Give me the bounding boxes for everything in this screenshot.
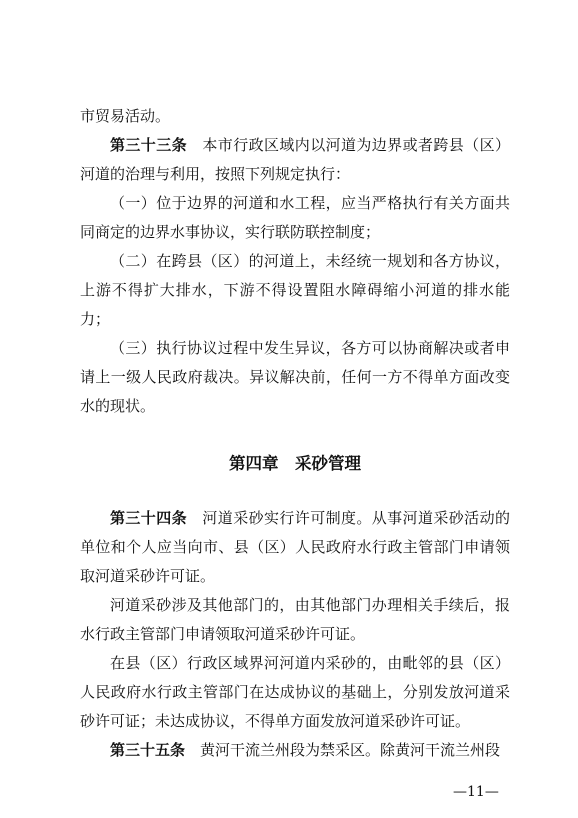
article-33-item-1: （一）位于边界的河道和水工程，应当严格执行有关方面共同商定的边界水事协议，实行联防联控制度；: [80, 194, 510, 241]
article-35: [80, 736, 510, 765]
article-33-text: 本市行政区域内以河道为边界或者跨县（区）河道的治理与利用，按照下列规定执行：: [80, 136, 510, 183]
article-33-item-3: （三）执行协议过程中发生异议，各方可以协商解决或者申请上一级人民政府裁决。异议解决前，任何一方不得单方面改变水的现状。: [80, 339, 510, 415]
article-34-paragraph-2: 河道采砂涉及其他部门的，由其他部门办理相关手续后，报水行政主管部门申请领取河道采砂许可证。: [80, 596, 510, 643]
article-35-text: 黄河干流兰州段为禁采区。除黄河干流兰州段: [185, 741, 501, 759]
article-34-text: 河道采砂实行许可制度。从事河道采砂活动的单位和个人应当向市、县（区）人民政府水行政主管部门申请领取河道采砂许可证。: [80, 509, 510, 585]
document-body: [80, 102, 510, 765]
article-33: [80, 131, 510, 189]
page-number: —11—: [453, 784, 499, 800]
article-33-label: 第三十三条: [110, 136, 187, 154]
chapter-heading: 第四章 采砂管理: [229, 454, 361, 473]
article-35-label: 第三十五条: [110, 741, 186, 759]
article-34: [80, 504, 510, 591]
article-34-label: 第三十四条: [110, 509, 187, 527]
article-33-item-2: （二）在跨县（区）的河道上，未经统一规划和各方协议，上游不得扩大排水，下游不得设置阻水障碍缩小河道的排水能力；: [80, 252, 510, 328]
article-34-paragraph-3: 在县（区）行政区域界河河道内采砂的，由毗邻的县（区）人民政府水行政主管部门在达成协议的基础上，分别发放河道采砂许可证；未达成协议，不得单方面发放河道采砂许可证。: [80, 654, 510, 730]
paragraph-continuation: 市贸易活动。: [80, 107, 171, 125]
